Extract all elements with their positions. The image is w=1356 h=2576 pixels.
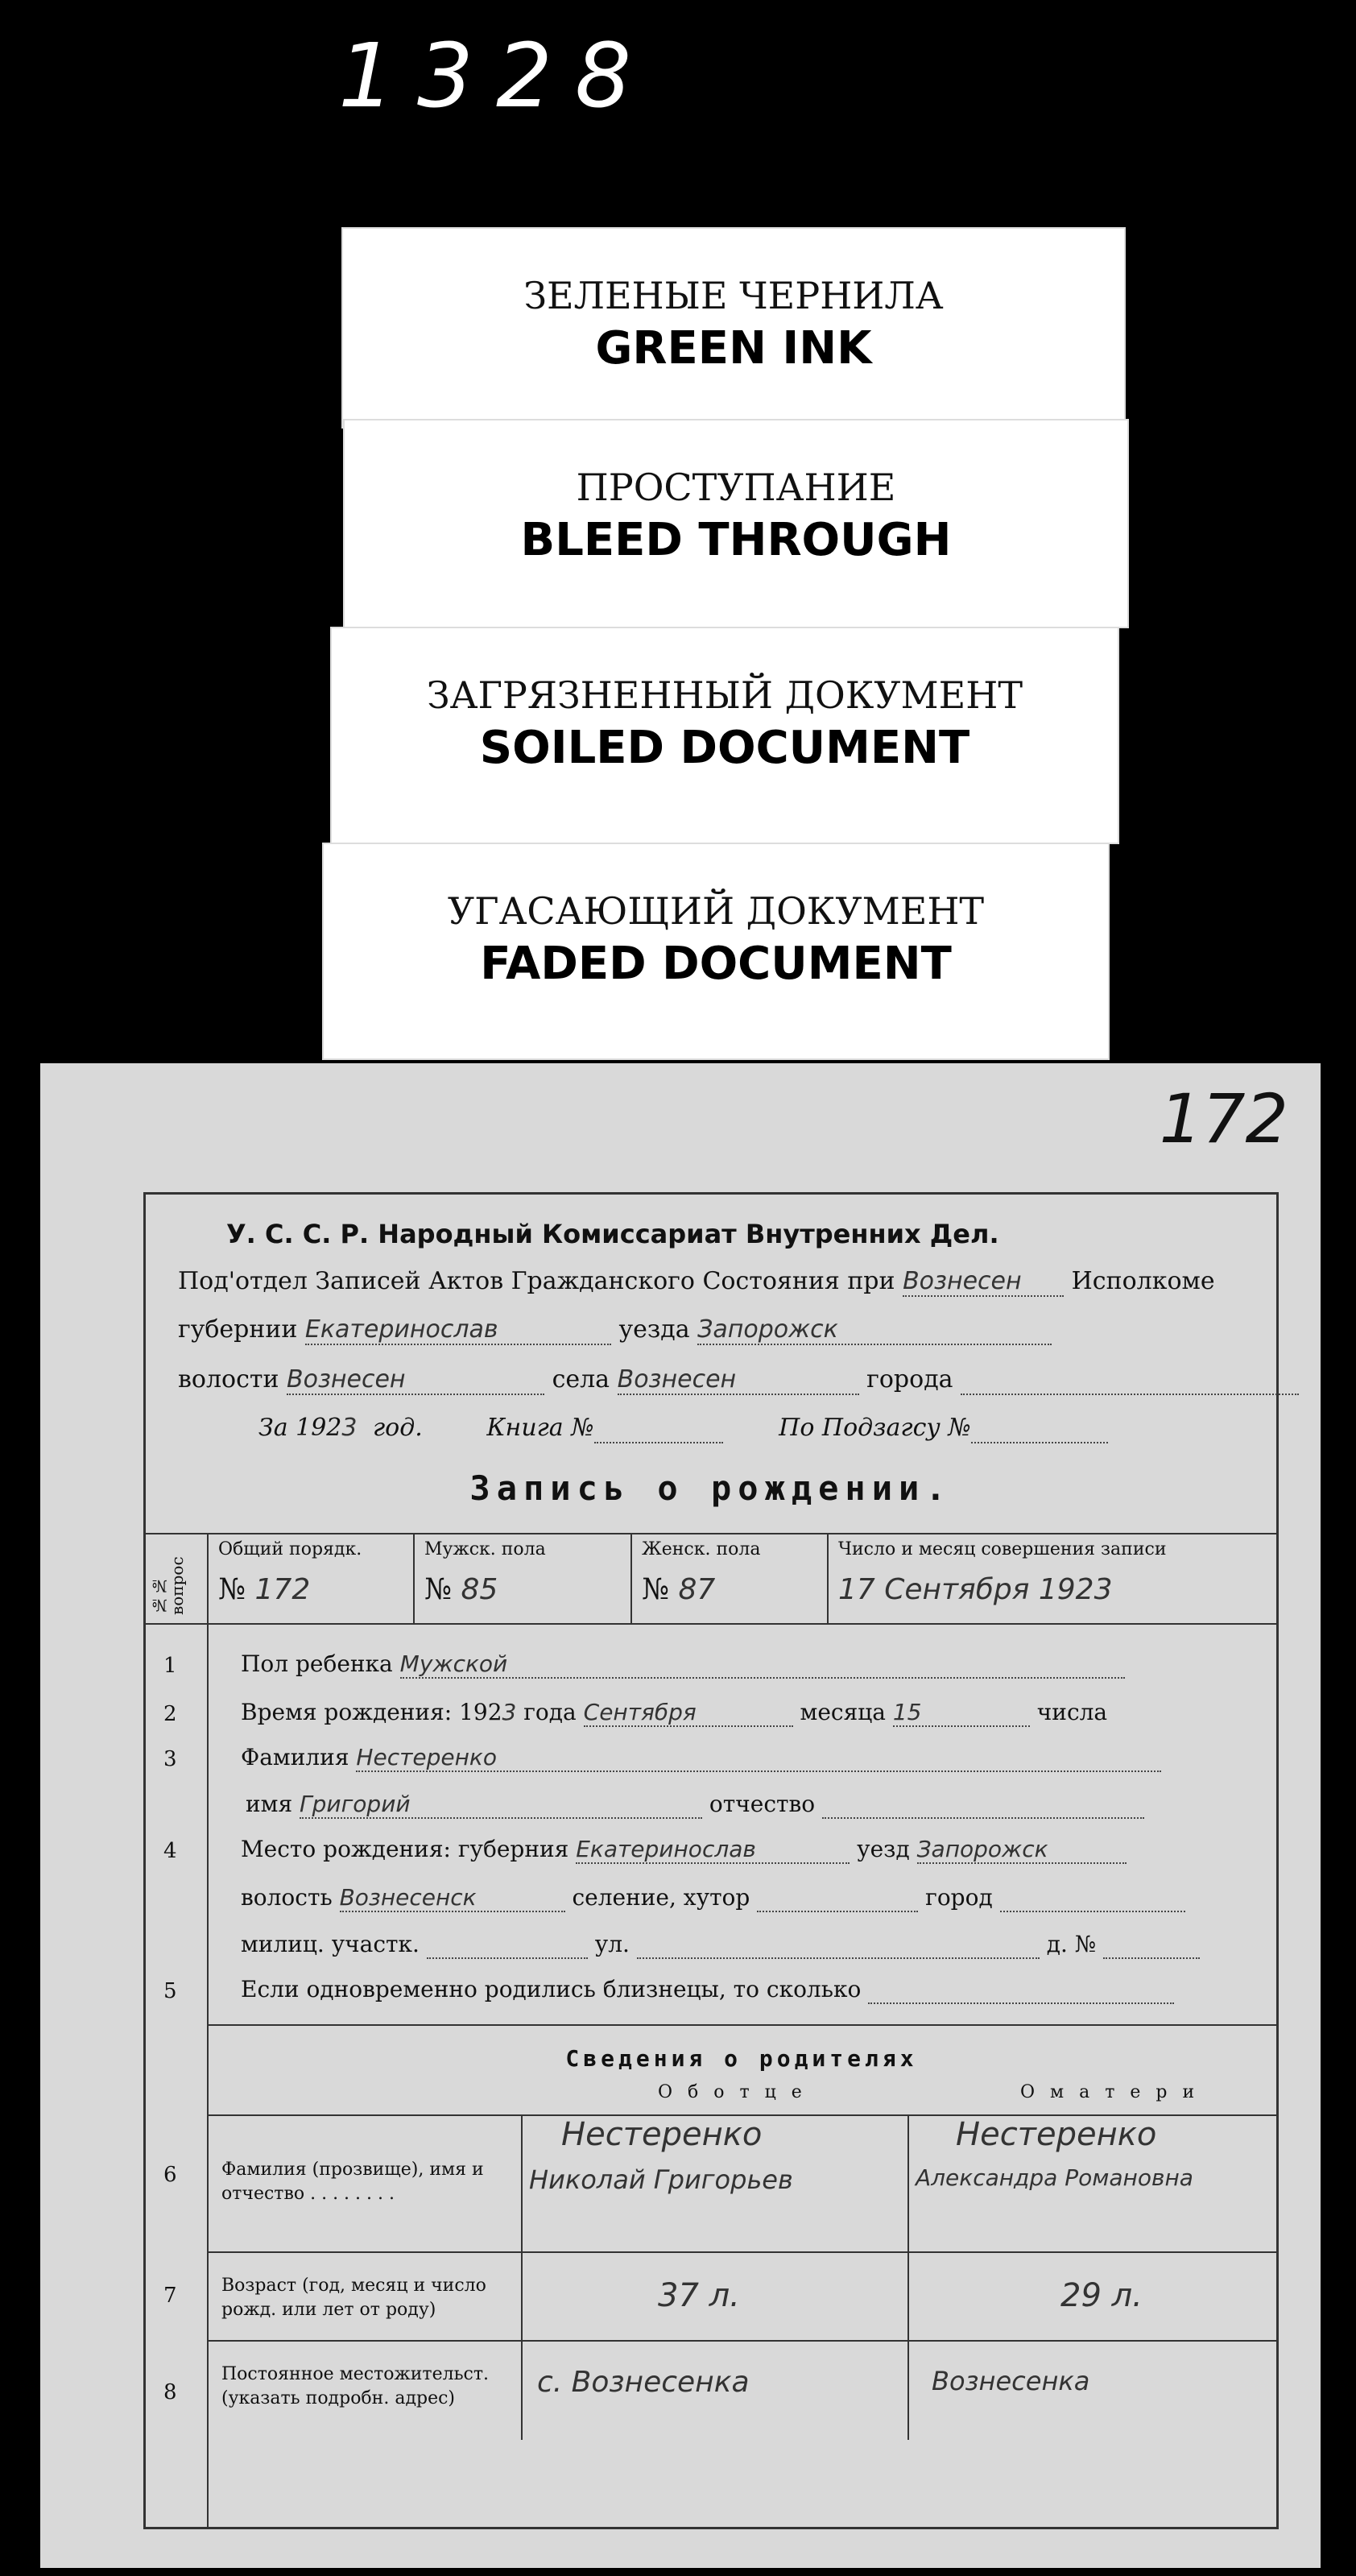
question-twins [241,1976,1174,2004]
header-line-book [258,1414,1108,1443]
cell-general-number [207,1534,415,1623]
birthplace-district-value: Запорожск [917,1836,1127,1864]
surname-value: Нестеренко [356,1744,1161,1772]
father-residence-value: с. Вознесенка [537,2366,750,2399]
question-surname [241,1744,1161,1772]
target-bleed-through [343,419,1129,628]
child-sex-label: Пол ребенка [241,1650,393,1677]
birthplace-province-label: Место рождения: губерния [241,1836,569,1862]
house-number-label: д. № [1046,1931,1097,1957]
question-number: 4 [163,1839,177,1863]
target-faded-document [322,843,1110,1060]
subdepartment-label: Под'отдел Записей Актов Гражданского Состояния при [178,1267,895,1295]
target-label-en: GREEN INK [595,322,872,375]
archive-page-number: 172 [1159,1079,1288,1158]
district-value: Запорожск [697,1315,1052,1345]
surname-label: Фамилия [241,1744,349,1770]
birth-time-label: Время рождения: 192 [241,1699,502,1725]
header-line-province [178,1315,1052,1345]
number-sign: № [218,1573,246,1606]
record-title: Запись о рождении. [469,1468,953,1508]
mother-column-header: О м а т е р и [1020,2082,1200,2102]
question-birth-time [241,1699,1107,1727]
birth-record-form [143,1192,1279,2529]
question-number: 5 [163,1979,177,2003]
province-value: Екатеринослав [305,1315,611,1345]
village-value: Вознесен [618,1365,859,1395]
parents-row-names [207,2114,1276,2253]
record-date-header: Число и месяц совершения записи [838,1539,1167,1559]
mother-residence-value: Вознесенка [932,2366,1090,2396]
parents-age-label: Возраст (год, месяц и число рожд. или лет от роду) [221,2276,486,2320]
given-name-value: Григорий [300,1791,702,1819]
birthplace-province-value: Екатеринослав [576,1836,850,1864]
target-label-ru: ЗЕЛЕНЫЕ ЧЕРНИЛА [523,274,944,317]
question-name [246,1791,1144,1819]
question-birthplace [241,1836,1127,1864]
birthplace-volost-label: волость [241,1884,333,1911]
parents-section [163,2024,1276,2527]
question-police-district [241,1931,1200,1959]
executive-committee-label: Исполкоме [1071,1267,1215,1295]
target-green-ink [341,227,1126,429]
male-number-header: Мужск. пола [424,1539,546,1559]
general-number-value: 172 [254,1573,311,1606]
parents-row-age [207,2251,1276,2342]
street-label: ул. [594,1931,630,1957]
district-label: уезда [618,1315,690,1344]
question-number-header: №№ вопрос [150,1556,187,1615]
commissariat-title: У. С. С. Р. Народный Комиссариат Внутренних Дел. [226,1219,999,1249]
target-label-ru: ЗАГРЯЗНЕННЫЙ ДОКУМЕНТ [426,673,1023,717]
birth-year-label: года [523,1699,577,1725]
header-line-volost [178,1365,1299,1395]
father-surname-value: Нестеренко [561,2116,763,2153]
mother-surname-value: Нестеренко [956,2116,1157,2153]
father-names-value: Николай Григорьев [529,2164,793,2195]
target-label-en: BLEED THROUGH [520,514,952,566]
question-number: 1 [163,1654,177,1678]
year-value: 3 [341,1414,358,1442]
question-number: 2 [163,1702,177,1726]
target-soiled-document [330,627,1119,844]
year-suffix: год. [373,1414,423,1442]
patronymic-label: отчество [709,1791,816,1817]
subzags-number-label: По Подзагсу № [779,1414,971,1442]
question-number: 6 [163,2163,177,2187]
general-number-header: Общий порядк. [218,1539,362,1559]
female-number-value: 87 [678,1573,716,1606]
child-sex-value: Мужской [400,1650,1125,1679]
father-column-header: О б о т ц е [658,2082,807,2102]
target-label-en: FADED DOCUMENT [480,938,952,990]
village-label: села [552,1365,610,1394]
parents-residence-label: Постоянное местожительст. (указать подробн. адрес) [221,2364,490,2408]
parents-name-label: Фамилия (прозвище), имя и отчество . . . . . . . . [221,2160,484,2204]
birthplace-city-label: город [925,1884,993,1911]
father-age-value: 37 л. [658,2277,740,2314]
question-number: 7 [163,2284,177,2308]
year-label: За 192 [258,1414,342,1442]
cell-male-number [413,1534,632,1623]
record-date-value: 17 Сентября 1923 [838,1573,1113,1606]
birthplace-district-label: уезд [857,1836,910,1862]
book-number-label: Книга № [486,1414,594,1442]
parents-section-title: Сведения о родителях [565,2045,918,2072]
registration-numbers-table [146,1533,1276,1625]
number-sign: № [642,1573,670,1606]
header-line-subdepartment [178,1267,1215,1297]
question-number: 3 [163,1747,177,1771]
mother-age-value: 29 л. [1060,2277,1143,2314]
male-number-value: 85 [461,1573,498,1606]
birth-year-value: 3 [502,1699,517,1725]
birth-day-value: 15 [893,1699,1030,1727]
birthplace-settlement-label: селение, хутор [572,1884,750,1911]
birth-month-value: Сентября [584,1699,793,1727]
target-label-ru: ПРОСТУПАНИЕ [576,466,896,509]
microfilm-frame-number: 1328 [338,24,654,127]
birth-day-label: числа [1036,1699,1108,1725]
female-number-header: Женск. пола [642,1539,761,1559]
cell-record-date [827,1534,1280,1623]
given-name-label: имя [246,1791,293,1817]
police-district-label: милиц. участк. [241,1931,420,1957]
cell-female-number [630,1534,829,1623]
birthplace-volost-value: Вознесенск [340,1884,565,1912]
volost-value: Вознесен [287,1365,544,1395]
city-label: города [866,1365,953,1394]
twins-label: Если одновременно родились близнецы, то сколько [241,1976,862,2002]
target-label-en: SOILED DOCUMENT [479,722,970,774]
target-label-ru: УГАСАЮЩИЙ ДОКУМЕНТ [447,889,985,933]
mother-names-value: Александра Романовна [916,2164,1193,2191]
executive-committee-value: Вознесен [903,1267,1064,1297]
birth-month-label: месяца [800,1699,886,1725]
province-label: губернии [178,1315,298,1344]
question-number: 8 [163,2380,177,2404]
volost-label: волости [178,1365,279,1394]
question-birthplace-volost [241,1884,1185,1912]
parents-row-residence [207,2340,1276,2440]
number-sign: № [424,1573,453,1606]
question-child-sex [241,1650,1125,1679]
birth-record-document [40,1063,1321,2568]
